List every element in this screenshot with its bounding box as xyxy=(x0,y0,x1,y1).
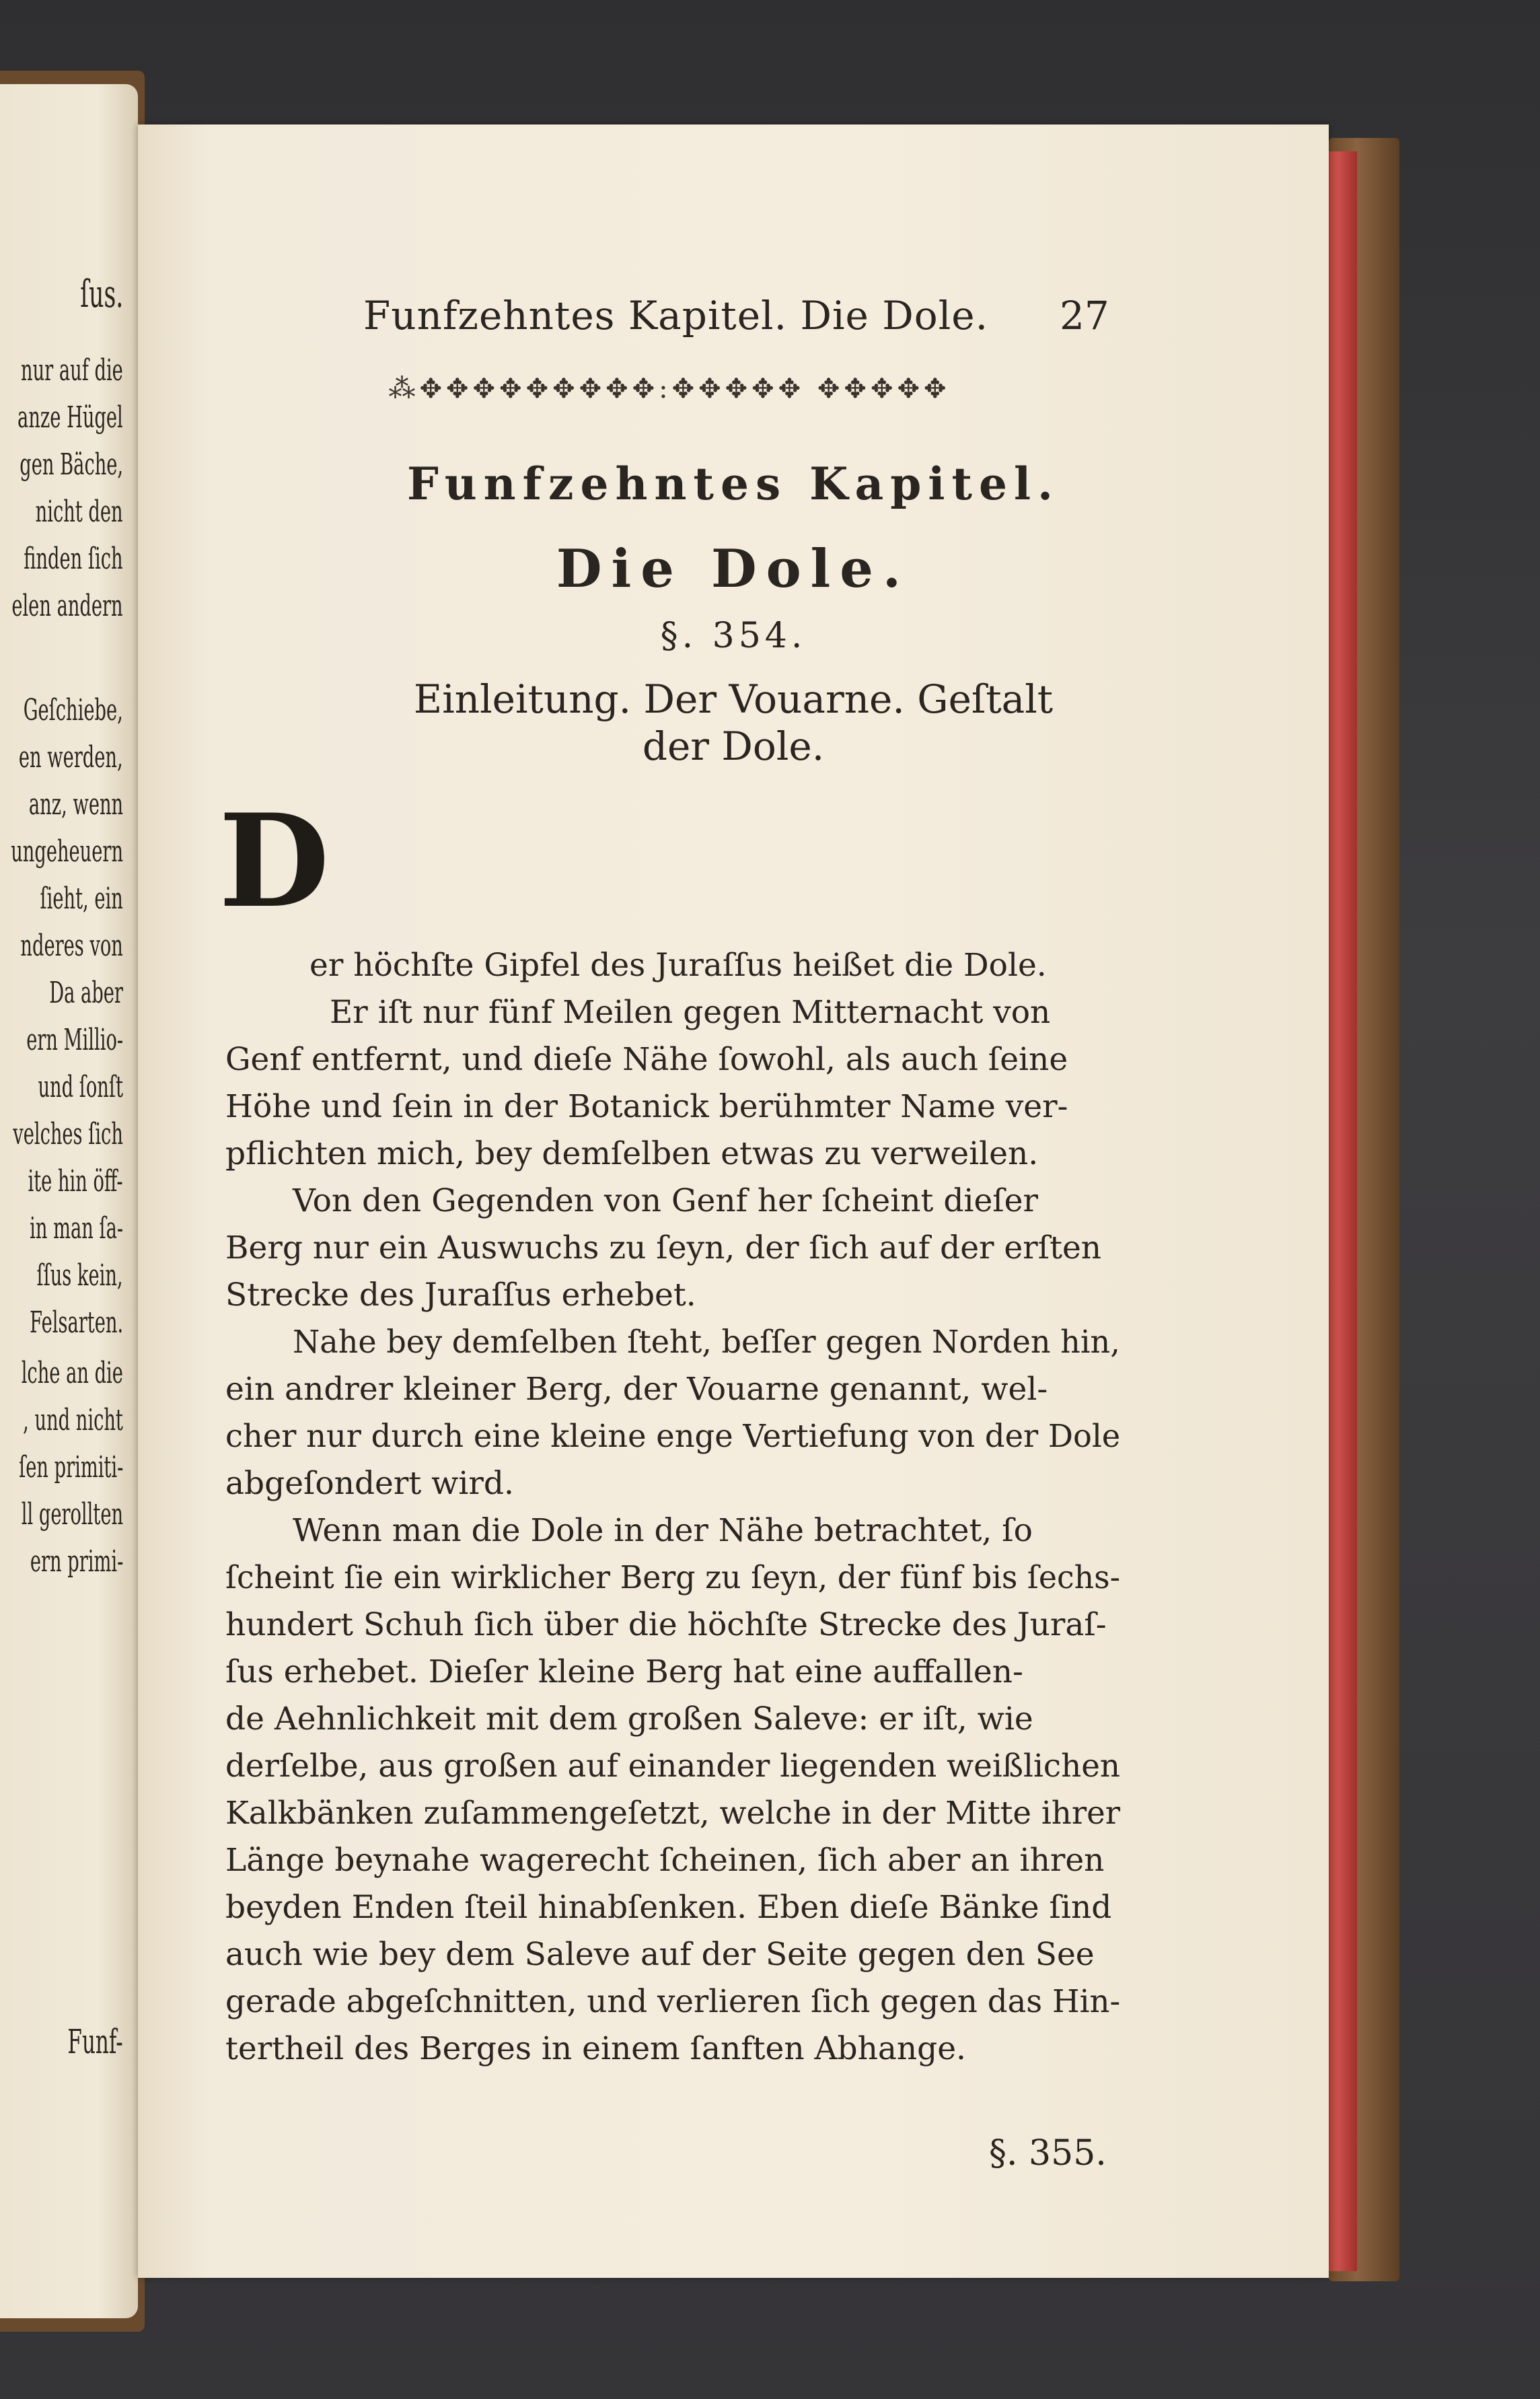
body-line: er höchſte Gipfel des Juraſſus heißet die Dole. xyxy=(309,947,1047,984)
left-page-line: nicht den xyxy=(36,495,123,529)
section-title: Die Dole. xyxy=(556,538,911,600)
section-subtitle: der Dole. xyxy=(642,723,825,769)
body-line: Wenn man die Dole in der Nähe betrachtet, ſo xyxy=(293,1512,1033,1549)
body-line: hundert Schuh ſich über die höchſte Strecke des Juraſ- xyxy=(225,1606,1107,1643)
left-page-line: ſen primiti- xyxy=(18,1450,123,1484)
left-page-line: und ſonſt xyxy=(38,1070,123,1104)
left-page-line: , und nicht xyxy=(23,1403,123,1437)
left-page-line: ſſus kein, xyxy=(36,1258,123,1293)
body-line: ein andrer kleiner Berg, der Vouarne genannt, wel- xyxy=(225,1371,1048,1408)
left-page-line: anz, wenn xyxy=(28,787,123,822)
chapter-title: Funfzehntes Kapitel. xyxy=(407,458,1060,510)
left-page-line: anze Hügel xyxy=(17,400,123,435)
body-line: de Aehnlichkeit mit dem großen Saleve: er iſt, wie xyxy=(225,1700,1033,1738)
left-page-line: ite hin öff- xyxy=(28,1164,123,1198)
left-page-line: ern Millio- xyxy=(26,1023,123,1057)
left-page-line: Felsarten. xyxy=(30,1305,123,1340)
catchword: §. 355. xyxy=(989,2133,1107,2174)
left-facing-page xyxy=(0,84,138,2318)
left-page-line: en werden, xyxy=(19,740,123,775)
left-page-line: Geſchiebe, xyxy=(23,693,123,727)
page-number: 27 xyxy=(1060,293,1109,338)
drop-cap: D xyxy=(219,786,330,936)
body-line: Genf entfernt, und dieſe Nähe ſowohl, als auch ſeine xyxy=(225,1041,1068,1078)
left-page-line: ll gerollten xyxy=(21,1497,123,1532)
body-line: Berg nur ein Auswuchs zu ſeyn, der ſich auf der erſten xyxy=(225,1229,1102,1266)
left-page-line: finden ſich xyxy=(24,542,123,576)
body-line: auch wie bey dem Saleve auf der Seite gegen den See xyxy=(225,1936,1095,1973)
left-page-line: ern primi- xyxy=(30,1544,123,1579)
section-subtitle: Einleitung. Der Vouarne. Geſtalt xyxy=(413,676,1054,722)
book-page xyxy=(138,124,1329,2278)
body-line: ſus erhebet. Dieſer kleine Berg hat eine auffallen- xyxy=(225,1653,1023,1690)
left-page-line: nderes von xyxy=(20,929,123,963)
body-line: Länge beynahe wagerecht ſcheinen, ſich aber an ihren xyxy=(225,1842,1105,1879)
left-page-line: ungeheuern xyxy=(11,834,123,869)
body-line: tertheil des Berges in einem ſanften Abhange. xyxy=(225,2030,966,2067)
left-page-line: velches ſich xyxy=(13,1117,123,1151)
section-number: §. 354. xyxy=(660,616,807,656)
left-page-line: nur auf die xyxy=(21,353,123,388)
left-page-line: in man ſa- xyxy=(30,1211,123,1246)
body-line: derſelbe, aus großen auf einander liegenden weißlichen xyxy=(225,1748,1121,1785)
body-line: Strecke des Juraſſus erhebet. xyxy=(225,1277,696,1314)
running-head: Funfzehntes Kapitel. Die Dole. xyxy=(363,293,989,338)
body-line: Nahe bey demſelben ſteht, beſſer gegen Norden hin, xyxy=(293,1324,1120,1361)
body-line: beyden Enden ſteil hinabſenken. Eben dieſe Bänke ſind xyxy=(225,1889,1112,1926)
body-line: cher nur durch eine kleine enge Vertiefung von der Dole xyxy=(225,1418,1121,1455)
left-page-line: lche an die xyxy=(21,1356,123,1390)
body-line: Höhe und ſein in der Botanick berühmter Name ver- xyxy=(225,1088,1068,1125)
body-line: Er iſt nur fünf Meilen gegen Mitternacht von xyxy=(330,994,1051,1031)
left-page-catchword: Funf- xyxy=(67,2022,123,2061)
left-page-line: ſus. xyxy=(79,273,123,316)
body-line: abgeſondert wird. xyxy=(225,1465,514,1502)
body-line: ſcheint ſie ein wirklicher Berg zu ſeyn, der fünf bis ſechs- xyxy=(225,1559,1121,1596)
left-page-line: elen andern xyxy=(11,589,123,623)
left-page-line: gen Bäche, xyxy=(20,447,123,482)
ornament-rule: ⁂✥✥✥✥✥✥✥✥✥:✥✥✥✥✥ ✥✥✥✥✥ xyxy=(388,373,951,404)
left-page-line: ſieht, ein xyxy=(40,882,123,916)
body-line: gerade abgeſchnitten, und verlieren ſich gegen das Hin- xyxy=(225,1983,1121,2020)
body-line: pflichten mich, bey demſelben etwas zu verweilen. xyxy=(225,1135,1039,1172)
body-line: Von den Gegenden von Genf her ſcheint dieſer xyxy=(293,1182,1038,1219)
body-line: Kalkbänken zuſammengeſetzt, welche in der Mitte ihrer xyxy=(225,1795,1121,1832)
left-page-line: Da aber xyxy=(49,976,123,1010)
